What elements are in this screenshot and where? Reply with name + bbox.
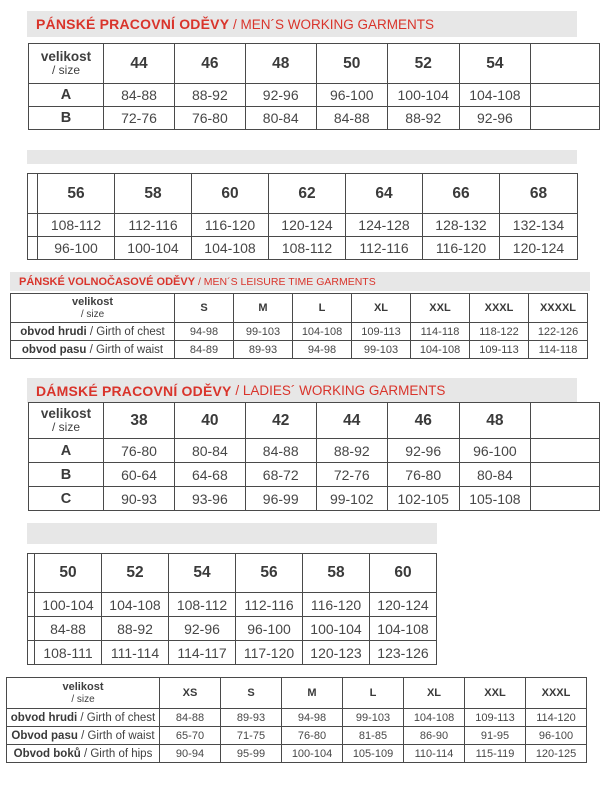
- size-range-cell: 108-111: [35, 641, 102, 665]
- size-range-cell: 132-134: [500, 214, 578, 237]
- size-column-header: 56: [38, 174, 115, 214]
- mens-working-size-table-44-54: [28, 43, 600, 135]
- section-heading-czech: PÁNSKÉ PRACOVNÍ ODĚVY: [36, 16, 230, 32]
- size-range-cell: 94-98: [293, 341, 352, 359]
- size-range-cell: 108-112: [169, 593, 236, 617]
- row-label: [7, 727, 160, 745]
- size-range-cell: 100-104: [387, 84, 459, 107]
- size-range-cell: 123-126: [370, 641, 437, 665]
- size-column-header: 58: [115, 174, 192, 214]
- corner-label-en: / size: [52, 420, 81, 435]
- size-range-cell: 64-68: [174, 463, 245, 487]
- size-range-cell: 99-103: [352, 341, 411, 359]
- size-range-cell: 111-114: [102, 641, 169, 665]
- size-range-cell: 105-108: [459, 487, 531, 511]
- size-range-cell: 88-92: [102, 617, 169, 641]
- size-corner-header: [29, 44, 104, 84]
- size-range-cell: 84-88: [160, 709, 221, 727]
- size-range-cell: 88-92: [387, 107, 459, 130]
- size-range-cell: 104-108: [370, 617, 437, 641]
- row-label: [7, 745, 160, 763]
- size-column-header: XXL: [465, 678, 526, 709]
- size-range-cell: 100-104: [303, 617, 370, 641]
- clipped-cell: [531, 107, 600, 130]
- corner-label-cz: velikost: [72, 295, 113, 308]
- size-range-cell: 60-64: [104, 463, 175, 487]
- size-column-header: XXXXL: [529, 294, 588, 323]
- clipped-cell: [28, 617, 35, 641]
- row-label-cz: Obvod pasu: [11, 729, 78, 742]
- size-corner-header: [11, 294, 175, 323]
- row-label: [11, 341, 175, 359]
- size-column-header: L: [293, 294, 352, 323]
- size-range-cell: 71-75: [221, 727, 282, 745]
- row-label: B: [29, 463, 104, 487]
- size-range-cell: 88-92: [316, 439, 387, 463]
- size-range-cell: 84-88: [316, 107, 387, 130]
- corner-label-en: / size: [71, 693, 95, 705]
- size-column-header: 54: [459, 44, 531, 84]
- row-label: C: [29, 487, 104, 511]
- clipped-cell: [28, 237, 38, 260]
- size-column-header: XL: [404, 678, 465, 709]
- size-range-cell: 112-116: [115, 214, 192, 237]
- size-column-header: 52: [387, 44, 459, 84]
- corner-label-en: / size: [80, 308, 105, 320]
- section-heading-english: / MEN´S WORKING GARMENTS: [229, 16, 434, 32]
- row-label-en: / Girth of waist: [77, 729, 155, 742]
- size-range-cell: 86-90: [404, 727, 465, 745]
- size-range-cell: 65-70: [160, 727, 221, 745]
- row-label-en: / Girth of chest: [86, 325, 165, 338]
- clipped-cell: [531, 84, 600, 107]
- row-label-en: / Girth of waist: [86, 343, 164, 356]
- size-range-cell: 104-108: [293, 323, 352, 341]
- size-range-cell: 76-80: [387, 463, 459, 487]
- size-column-header: 46: [174, 44, 245, 84]
- clipped-cell: [531, 403, 600, 439]
- size-column-header: 58: [303, 554, 370, 593]
- size-range-cell: 109-113: [352, 323, 411, 341]
- size-range-cell: 120-124: [500, 237, 578, 260]
- size-column-header: 68: [500, 174, 578, 214]
- size-range-cell: 89-93: [234, 341, 293, 359]
- size-range-cell: 104-108: [459, 84, 531, 107]
- size-column-header: XXXL: [526, 678, 587, 709]
- size-range-cell: 124-128: [346, 214, 423, 237]
- size-column-header: 64: [346, 174, 423, 214]
- size-column-header: 50: [316, 44, 387, 84]
- corner-label-cz: velikost: [40, 405, 92, 421]
- size-range-cell: 118-122: [470, 323, 529, 341]
- size-range-cell: 92-96: [245, 84, 316, 107]
- size-column-header: 44: [316, 403, 387, 439]
- section-heading-mens-working: [27, 11, 577, 37]
- section-heading-czech: DÁMSKÉ PRACOVNÍ ODĚVY: [36, 382, 232, 399]
- size-range-cell: 114-118: [529, 341, 588, 359]
- size-column-header: 66: [423, 174, 500, 214]
- size-range-cell: 120-124: [269, 214, 346, 237]
- size-range-cell: 88-92: [174, 84, 245, 107]
- clipped-cell: [531, 439, 600, 463]
- size-range-cell: 81-85: [343, 727, 404, 745]
- size-range-cell: 109-113: [465, 709, 526, 727]
- size-range-cell: 108-112: [38, 214, 115, 237]
- size-column-header: 60: [370, 554, 437, 593]
- divider-band: [27, 150, 577, 164]
- size-range-cell: 117-120: [236, 641, 303, 665]
- size-range-cell: 94-98: [175, 323, 234, 341]
- size-range-cell: 105-109: [343, 745, 404, 763]
- size-column-header: 56: [236, 554, 303, 593]
- size-range-cell: 90-94: [160, 745, 221, 763]
- size-range-cell: 104-108: [404, 709, 465, 727]
- size-corner-header: [29, 403, 104, 439]
- size-range-cell: 96-100: [236, 617, 303, 641]
- size-range-cell: 96-99: [245, 487, 316, 511]
- divider-band: [27, 523, 437, 544]
- row-label-cz: obvod hrudi: [10, 711, 78, 724]
- size-range-cell: 76-80: [282, 727, 343, 745]
- size-range-cell: 99-102: [316, 487, 387, 511]
- size-column-header: 54: [169, 554, 236, 593]
- size-column-header: M: [282, 678, 343, 709]
- size-range-cell: 96-100: [38, 237, 115, 260]
- size-range-cell: 104-108: [192, 237, 269, 260]
- clipped-cell: [28, 174, 38, 214]
- size-range-cell: 100-104: [35, 593, 102, 617]
- clipped-cell: [28, 593, 35, 617]
- size-range-cell: 95-99: [221, 745, 282, 763]
- size-range-cell: 104-108: [411, 341, 470, 359]
- ladies-working-size-table-50-60: [27, 553, 439, 669]
- size-column-header: 38: [104, 403, 175, 439]
- size-column-header: 46: [387, 403, 459, 439]
- size-range-cell: 109-113: [470, 341, 529, 359]
- size-range-cell: 120-124: [370, 593, 437, 617]
- size-range-cell: 120-123: [303, 641, 370, 665]
- size-range-cell: 92-96: [387, 439, 459, 463]
- size-range-cell: 84-89: [175, 341, 234, 359]
- size-range-cell: 100-104: [282, 745, 343, 763]
- size-range-cell: 76-80: [174, 107, 245, 130]
- size-column-header: XXXL: [470, 294, 529, 323]
- corner-label-cz: velikost: [62, 680, 104, 693]
- section-heading-english: / LADIES´ WORKING GARMENTS: [231, 383, 446, 398]
- clipped-cell: [531, 463, 600, 487]
- clipped-cell: [28, 214, 38, 237]
- row-label: A: [29, 84, 104, 107]
- size-range-cell: 112-116: [236, 593, 303, 617]
- row-label: A: [29, 439, 104, 463]
- size-range-cell: 84-88: [245, 439, 316, 463]
- size-column-header: 50: [35, 554, 102, 593]
- size-range-cell: 104-108: [102, 593, 169, 617]
- row-label: B: [29, 107, 104, 130]
- size-range-cell: 122-126: [529, 323, 588, 341]
- size-column-header: S: [221, 678, 282, 709]
- clipped-cell: [28, 641, 35, 665]
- mens-working-size-table-56-68: [27, 173, 580, 265]
- size-range-cell: 72-76: [316, 463, 387, 487]
- size-range-cell: 90-93: [104, 487, 175, 511]
- size-column-header: 40: [174, 403, 245, 439]
- size-range-cell: 110-114: [404, 745, 465, 763]
- size-range-cell: 96-100: [316, 84, 387, 107]
- size-range-cell: 76-80: [104, 439, 175, 463]
- size-range-cell: 99-103: [343, 709, 404, 727]
- size-range-cell: 99-103: [234, 323, 293, 341]
- size-range-cell: 80-84: [459, 463, 531, 487]
- size-range-cell: 116-120: [423, 237, 500, 260]
- size-range-cell: 93-96: [174, 487, 245, 511]
- size-range-cell: 80-84: [245, 107, 316, 130]
- size-range-cell: 128-132: [423, 214, 500, 237]
- size-range-cell: 89-93: [221, 709, 282, 727]
- size-column-header: 62: [269, 174, 346, 214]
- clipped-cell: [28, 554, 35, 593]
- size-range-cell: 80-84: [174, 439, 245, 463]
- size-range-cell: 114-117: [169, 641, 236, 665]
- size-column-header: 60: [192, 174, 269, 214]
- clipped-cell: [531, 487, 600, 511]
- size-range-cell: 114-120: [526, 709, 587, 727]
- row-label-cz: obvod hrudi: [20, 325, 87, 338]
- size-column-header: XS: [160, 678, 221, 709]
- section-heading-ladies-working: [27, 378, 577, 403]
- row-label-cz: obvod pasu: [21, 343, 87, 356]
- row-label: [11, 323, 175, 341]
- ladies-working-size-table-38-48: [28, 402, 600, 515]
- size-range-cell: 116-120: [303, 593, 370, 617]
- size-range-cell: 115-119: [465, 745, 526, 763]
- section-heading-english: / MEN´S LEISURE TIME GARMENTS: [195, 275, 376, 288]
- size-column-header: L: [343, 678, 404, 709]
- size-column-header: 48: [245, 44, 316, 84]
- size-column-header: XL: [352, 294, 411, 323]
- size-range-cell: 84-88: [104, 84, 175, 107]
- size-column-header: M: [234, 294, 293, 323]
- row-label: [7, 709, 160, 727]
- corner-label-cz: velikost: [40, 48, 92, 64]
- size-column-header: 42: [245, 403, 316, 439]
- ladies-girth-size-table: [6, 677, 590, 767]
- size-range-cell: 94-98: [282, 709, 343, 727]
- size-range-cell: 100-104: [115, 237, 192, 260]
- row-label-en: / Girth of hips: [80, 747, 153, 760]
- size-range-cell: 91-95: [465, 727, 526, 745]
- size-range-cell: 120-125: [526, 745, 587, 763]
- size-range-cell: 92-96: [169, 617, 236, 641]
- size-column-header: 44: [104, 44, 175, 84]
- clipped-cell: [531, 44, 600, 84]
- row-label-cz: Obvod boků: [13, 747, 81, 760]
- size-range-cell: 96-100: [526, 727, 587, 745]
- size-range-cell: 84-88: [35, 617, 102, 641]
- size-range-cell: 92-96: [459, 107, 531, 130]
- section-heading-czech: PÁNSKÉ VOLNOČASOVÉ ODĚVY: [19, 275, 196, 288]
- size-column-header: XXL: [411, 294, 470, 323]
- size-range-cell: 116-120: [192, 214, 269, 237]
- size-range-cell: 72-76: [104, 107, 175, 130]
- mens-leisure-size-table: [10, 293, 590, 363]
- section-heading-mens-leisure: [10, 272, 590, 291]
- size-range-cell: 96-100: [459, 439, 531, 463]
- size-column-header: 52: [102, 554, 169, 593]
- row-label-en: / Girth of chest: [77, 711, 156, 724]
- size-range-cell: 112-116: [346, 237, 423, 260]
- size-range-cell: 68-72: [245, 463, 316, 487]
- size-range-cell: 114-118: [411, 323, 470, 341]
- size-column-header: S: [175, 294, 234, 323]
- corner-label-en: / size: [52, 63, 81, 78]
- size-range-cell: 102-105: [387, 487, 459, 511]
- size-column-header: 48: [459, 403, 531, 439]
- size-corner-header: [7, 678, 160, 709]
- size-range-cell: 108-112: [269, 237, 346, 260]
